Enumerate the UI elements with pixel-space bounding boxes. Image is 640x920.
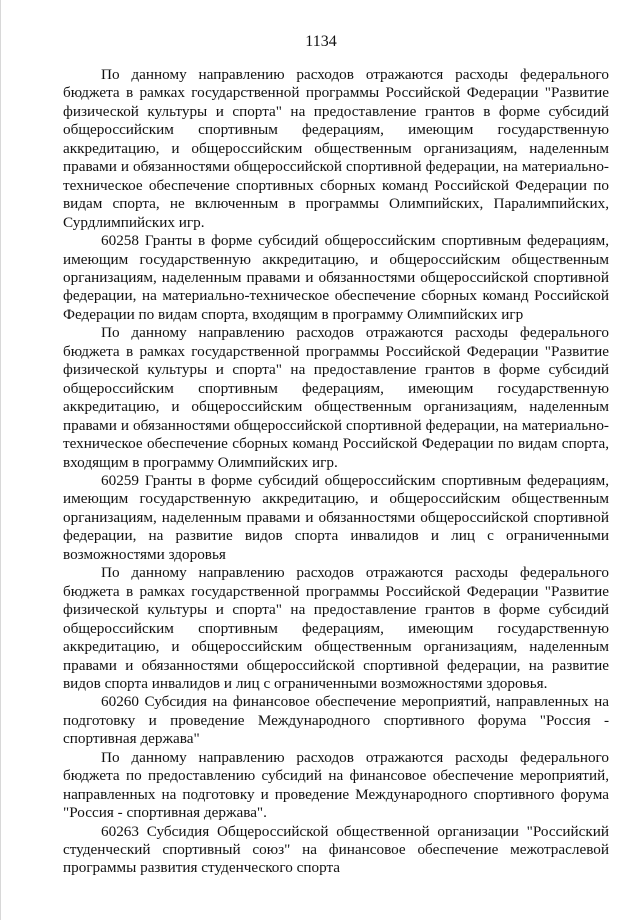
- page-number: 1134: [305, 33, 337, 50]
- paragraph-expense-description-1: По данному направлению расходов отражаются расходы федерального бюджета в рамках государственной программы Российской Федерации "Развитие физической культуры и спорта" на предоставление грантов в форме субсидий общероссийским спортивным федерациям, имеющим государственную аккредитацию, и общероссийским общественным организациям, наделенным правами и обязанностями общероссийской спортивной федерации, на материально-техническое обеспечение спортивных сборных команд Российской Федерации по видам спорта, не включенным в программы Олимпийских, Паралимпийских, Сурдлимпийских игр.: [63, 66, 609, 231]
- paragraph-expense-description-3: По данному направлению расходов отражаются расходы федерального бюджета в рамках государственной программы Российской Федерации "Развитие физической культуры и спорта" на предоставление грантов в форме субсидий общероссийским спортивным федерациям, имеющим государственную аккредитацию, и общероссийским общественным организациям, наделенным правами и обязанностями общероссийской спортивной федерации, на развитие видов спорта инвалидов и лиц с ограниченными возможностями здоровья.: [63, 564, 609, 692]
- paragraph-expense-description-4: По данному направлению расходов отражаются расходы федерального бюджета по предоставлению субсидий на финансовое обеспечение мероприятий, направленных на подготовку и проведение Международного спортивного форума "Россия - спортивная держава".: [63, 748, 609, 822]
- paragraph-code-60259: 60259 Гранты в форме субсидий общероссийским спортивным федерациям, имеющим государственную аккредитацию, и общероссийским общественным организациям, наделенным правами и обязанностями общероссийской спортивной федерации, на развитие видов спорта инвалидов и лиц с ограниченными возможностями здоровья: [63, 471, 609, 563]
- paragraph-code-60263: 60263 Субсидия Общероссийской общественной организации "Российский студенческий спортивный союз" на финансовое обеспечение межотраслевой программы развития студенческого спорта: [63, 822, 609, 877]
- paragraph-expense-description-2: По данному направлению расходов отражаются расходы федерального бюджета в рамках государственной программы Российской Федерации "Развитие физической культуры и спорта" на предоставление грантов в форме субсидий общероссийским спортивным федерациям, имеющим государственную аккредитацию, и общероссийским общественным организациям, наделенным правами и обязанностями общероссийской спортивной федерации, на материально-техническое обеспечение сборных команд Российской Федерации по видам спорта, входящим в программу Олимпийских игр.: [63, 324, 609, 471]
- paragraph-code-60260: 60260 Субсидия на финансовое обеспечение мероприятий, направленных на подготовку и проведение Международного спортивного форума "Россия - спортивная держава": [63, 693, 609, 748]
- paragraph-code-60258: 60258 Гранты в форме субсидий общероссийским спортивным федерациям, имеющим государственную аккредитацию, и общероссийским общественным организациям, наделенным правами и обязанностями общероссийской спортивной федерации, на материально-техническое обеспечение сборных команд Российской Федерации по видам спорта, входящим в программу Олимпийских игр: [63, 232, 609, 323]
- document-body: [63, 66, 609, 878]
